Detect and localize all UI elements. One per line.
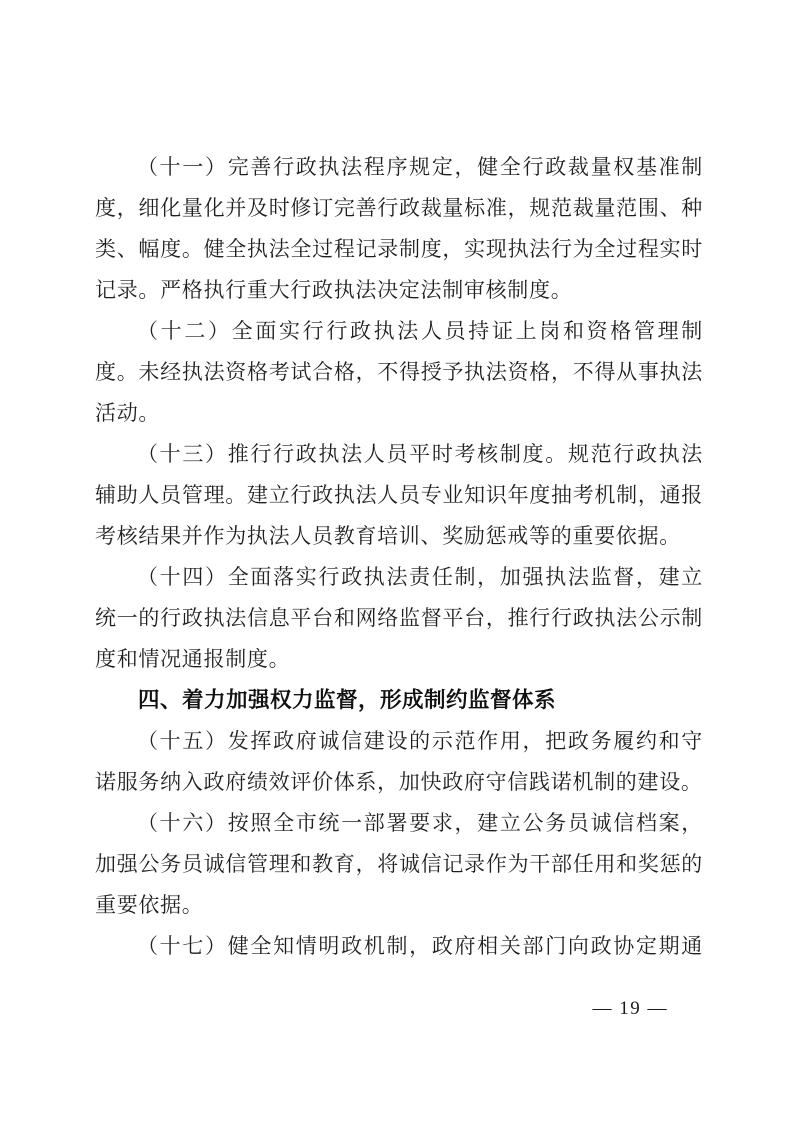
document-body — [95, 147, 703, 967]
text-line: 重要依据。 — [95, 893, 204, 917]
text-line: （十二）全面实行行政执法人员持证上岗和资格管理制 — [137, 319, 703, 343]
text-line: 活动。 — [95, 401, 161, 425]
text-line: （十三）推行行政执法人员平时考核制度。规范行政执法 — [137, 442, 703, 466]
paragraph-item-13 — [95, 434, 703, 557]
paragraph-item-11 — [95, 147, 703, 311]
text-line: 记录。严格执行重大行政执法决定法制审核制度。 — [95, 278, 573, 302]
text-line: 类、幅度。健全执法全过程记录制度，实现执法行为全过程实时 — [95, 237, 703, 261]
text-line: （十一）完善行政执法程序规定，健全行政裁量权基准制 — [137, 155, 703, 179]
paragraph-item-12 — [95, 311, 703, 434]
text-line: 统一的行政执法信息平台和网络监督平台，推行行政执法公示制 — [95, 606, 703, 630]
section-heading-text: 四、着力加强权力监督，形成制约监督体系 — [138, 688, 557, 712]
text-line: 度。未经执法资格考试合格，不得授予执法资格，不得从事执法 — [95, 360, 703, 384]
text-line: 辅助人员管理。建立行政执法人员专业知识年度抽考机制，通报 — [95, 483, 703, 507]
text-line: 诺服务纳入政府绩效评价体系，加快政府守信践诺机制的建设。 — [95, 770, 703, 794]
paragraph-item-17 — [95, 926, 703, 967]
text-line: 加强公务员诚信管理和教育，将诚信记录作为干部任用和奖惩的 — [95, 852, 703, 876]
text-line: （十四）全面落实行政执法责任制，加强执法监督，建立 — [137, 565, 703, 589]
text-line: 考核结果并作为执法人员教育培训、奖励惩戒等的重要依据。 — [95, 524, 681, 548]
paragraph-item-15 — [95, 721, 703, 803]
text-line: 度和情况通报制度。 — [95, 647, 291, 671]
text-line: 度，细化量化并及时修订完善行政裁量标准，规范裁量范围、种 — [95, 196, 703, 220]
text-line: （十五）发挥政府诚信建设的示范作用，把政务履约和守 — [137, 729, 703, 753]
page-number: — 19 — — [592, 998, 668, 1019]
text-line: （十七）健全知情明政机制，政府相关部门向政协定期通 — [137, 934, 703, 958]
text-line: （十六）按照全市统一部署要求，建立公务员诚信档案， — [137, 811, 703, 835]
paragraph-item-16 — [95, 803, 703, 926]
paragraph-item-14 — [95, 557, 703, 680]
section-heading-4 — [95, 680, 703, 721]
